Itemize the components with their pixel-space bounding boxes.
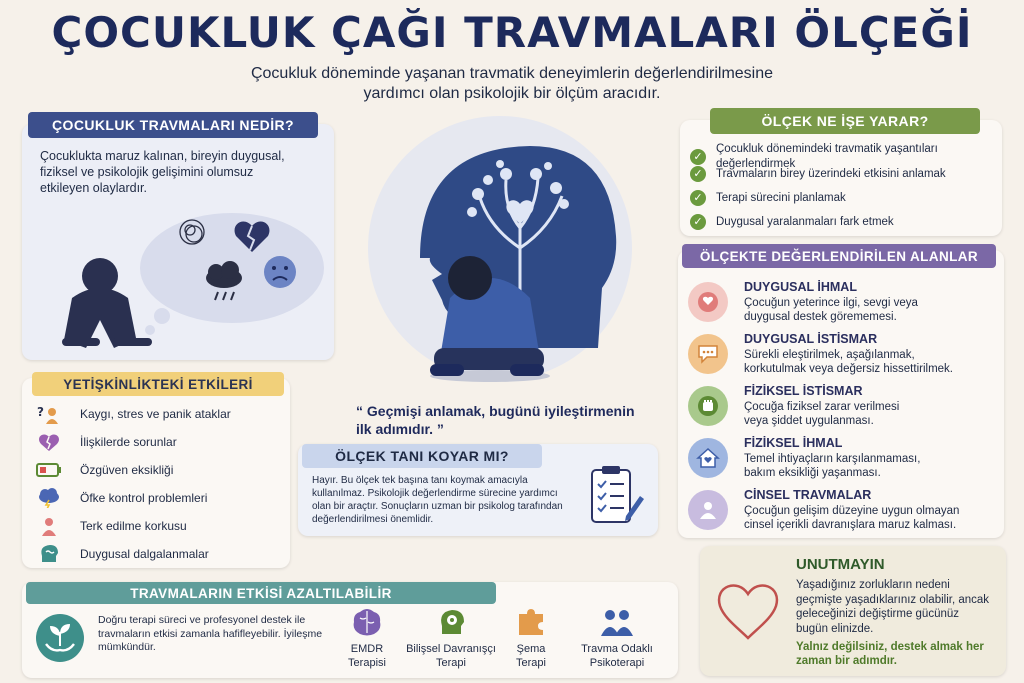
adult-effects-card [22,378,290,568]
purpose-title: ÖLÇEK NE İŞE YARAR? [710,108,980,134]
areas-title: ÖLÇEKTE DEĞERLENDİRİLEN ALANLAR [682,244,996,268]
therapy-item [562,608,672,670]
area-desc: duygusal destek görememesi. [744,311,897,323]
area-item [688,436,994,480]
page-title: ÇOCUKLUK ÇAĞI TRAVMALARI ÖLÇEĞİ [51,8,973,57]
person-icon [688,490,728,530]
sad-face-icon [264,256,296,288]
area-desc: bakım eksikliği yaşanması. [744,467,881,479]
purpose-item-text: Terapi sürecini planlamak [716,191,846,204]
therapy-line2: Terapisi [348,657,386,669]
head-gear-icon [436,608,466,636]
what-is-card [22,117,334,360]
purpose-item-text: Duygusal yaralanmaları fark etmek [716,215,894,228]
area-desc: cinsel içerikli davranışlara maruz kalması. [744,519,957,531]
svg-text:?: ? [37,405,44,419]
therapy-line1: Travma Odaklı [581,643,653,655]
purpose-item [690,166,946,182]
area-title: FİZİKSEL İSTİSMAR [744,384,863,398]
area-item [688,384,994,428]
adult-effect-text: Terk edilme korkusu [80,519,187,533]
area-title: CİNSEL TRAVMALAR [744,488,872,502]
purpose-item [690,190,846,206]
diagnosis-title: ÖLÇEK TANI KOYAR MI? [302,444,542,468]
adult-effect-item [36,432,177,452]
area-desc: Çocuğa fiziksel zarar verilmesi [744,401,900,413]
check-icon: ✓ [690,149,706,165]
area-desc: Sürekli eleştirilmek, aşağılanmak, [744,349,915,361]
adult-effect-item [36,488,207,508]
adult-effect-text: Özgüven eksikliği [80,463,174,477]
adult-effect-item [36,544,209,564]
adult-effect-text: İlişkilerde sorunlar [80,435,177,449]
remember-highlight: Yalnız değilsiniz, destek almak her zaman bir adımdır. [796,641,984,667]
adult-effect-text: Öfke kontrol problemleri [80,491,208,505]
adult-effect-item [36,460,173,480]
purpose-item [690,214,894,230]
sad-child-illustration [42,198,332,358]
adult-effect-text: Kaygı, stres ve panik ataklar [80,407,231,421]
area-desc: korkutulmak veya değersiz hissettirilmek. [744,363,953,375]
area-desc: veya şiddet uygulanması. [744,415,874,427]
subtitle-line-1: Çocukluk döneminde yaşanan travmatik deneyimlerin değerlendirilmesine [250,65,774,82]
brain-icon [352,608,382,636]
area-desc: Çocuğun yeterince ilgi, sevgi veya [744,297,918,309]
reduce-text: Doğru terapi süreci ve profesyonel destek ile travmaların etkisi zamanla hafifleyebilir. İyileşme mümkündür. [98,614,323,653]
remember-card [700,546,1006,676]
adult-effect-item [36,404,231,424]
low-battery-icon [36,460,62,480]
head-waves-icon [36,544,62,564]
heart-outline-icon [714,580,782,642]
purpose-card [680,113,1002,236]
what-is-title: ÇOCUKLUK TRAVMALARI NEDİR? [28,112,318,138]
therapy-line2: Terapi [516,657,546,669]
page-subtitle [150,64,874,104]
purpose-item-text: Travmaların birey üzerindeki etkisini anlamak [716,167,946,180]
therapy-line2: Psikoterapi [589,657,645,669]
area-title: FİZİKSEL İHMAL [744,436,843,450]
broken-heart-icon [36,432,62,452]
check-icon: ✓ [690,214,706,230]
storm-cloud-icon [36,488,62,508]
remember-text: Yaşadığınız zorlukların nedeni geçmişte yaşadıklarınız olabilir, ancak geleceğinizi değiştirme gücünüz bugün elinizde. [796,579,990,635]
therapy-line1: Bilişsel Davranışçı [406,643,496,655]
heart-hand-icon [688,282,728,322]
check-icon: ✓ [690,190,706,206]
quote: “ Geçmişi anlamak, bugünü iyileştirmenin ilk adımıdır. ” [356,403,635,437]
diagnosis-text: Hayır. Bu ölçek tek başına tanı koymak amacıyla kullanılmaz. Psikolojik değerlendirme sürecine yardımcı olan bir araçtır. Sonuçların uzman bir psikolog tarafından değerlendirilmesi önemlidir. [312,475,563,525]
area-title: DUYGUSAL İSTİSMAR [744,332,878,346]
plant-hands-icon [34,612,86,664]
area-item [688,280,994,324]
therapy-line1: Şema [516,643,546,655]
therapy-line2: Terapi [436,657,466,669]
what-is-text: Çocuklukta maruz kalınan, bireyin duygusal, fiziksel ve psikolojik gelişimini olumsuz etkileyen olaylardır. [40,149,285,195]
therapy-line1: EMDR [350,643,384,655]
adult-effect-item [36,516,187,536]
check-icon: ✓ [690,166,706,182]
subtitle-line-2: yardımcı olan psikolojik bir ölçüm aracıdır. [363,85,661,102]
area-desc: Çocuğun gelişim düzeyine uygun olmayan [744,505,960,517]
two-people-icon [600,608,634,636]
adult-effects-title: YETİŞKİNLİKTEKİ ETKİLERİ [32,372,284,396]
speech-bubble-icon [688,334,728,374]
area-item [688,488,994,532]
puzzle-icon [516,608,546,636]
areas-card [678,250,1004,538]
reduce-title: TRAVMALARIN ETKİSİ AZALTILABİLİR [26,582,496,604]
clipboard-checklist-icon [588,464,644,528]
purpose-item-text: Çocukluk dönemindeki travmatik yaşantıları değerlendirmek [716,143,938,170]
diagnosis-card [298,444,658,536]
area-item [688,332,994,376]
area-title: DUYGUSAL İHMAL [744,280,857,294]
house-heart-icon [688,438,728,478]
fist-icon [688,386,728,426]
question-person-icon [36,404,62,424]
remember-title: UNUTMAYIN [796,556,885,573]
area-desc: Temel ihtiyaçların karşılanmaması, [744,453,921,465]
adult-effect-text: Duygusal dalgalanmalar [80,547,209,561]
head-tree-illustration [360,108,640,388]
person-alone-icon [36,516,62,536]
